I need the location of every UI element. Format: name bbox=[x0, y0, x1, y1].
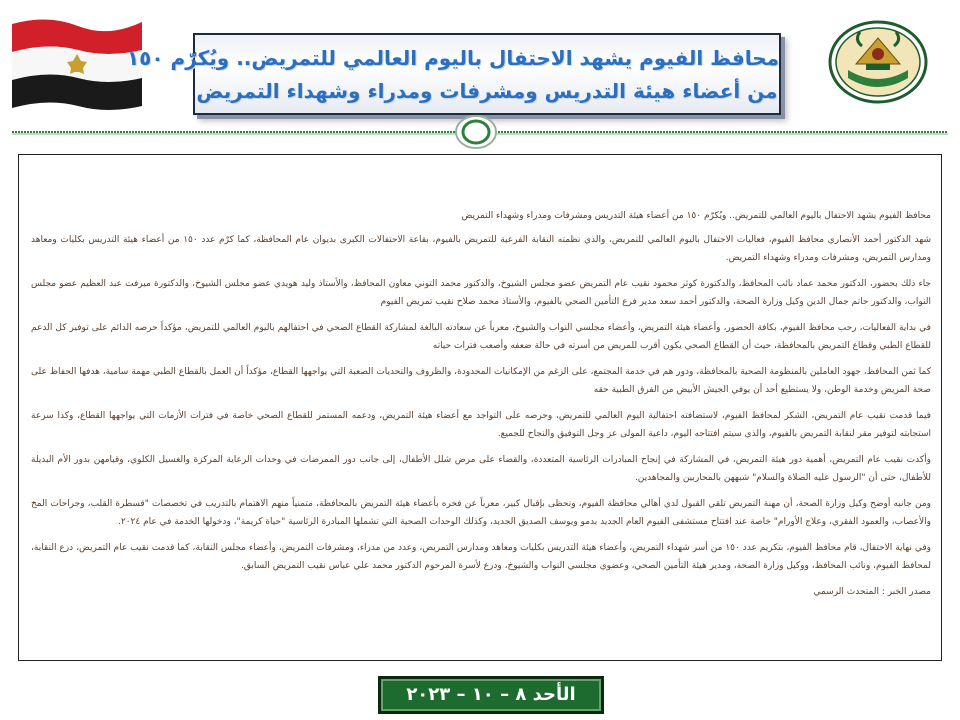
article-paragraph: فيما قدمت نقيب عام التمريض، الشكر لمحافظ الفيوم، لاستضافته احتفالية اليوم العالمي للتمريض، وحرصه على التواجد مع أعضاء هيئة التمريض، ودعمه المستمر للقطاع الصحي خاصة في فترات الأزمات التي يواجهها القطاع، وكذا سرعة استجابته لتوفير مقر لنقابة التمريض بالفيوم، والذي سيتم افتتاحه اليوم، داعية المولى عز وجل التوفيق والنجاح للجميع. bbox=[31, 411, 931, 439]
egypt-flag-icon bbox=[8, 14, 146, 112]
article-paragraph: وفي نهاية الاحتفال، قام محافظ الفيوم، بتكريم عدد ١٥٠ من أسر شهداء التمريض، وأعضاء هيئة التدريس بكليات ومعاهد ومدارس التمريض، وعدد من مدراء، ومشرفات التمريض، وأعضاء مجلس النقابة، كما قدمت نقيب عام التمريض، درع النقابة، لمحافظ الفيوم، ونائب المحافظ، ووكيل وزارة الصحة، ومدير هيئة التأمين الصحي، وعضوي مجلسي النواب والشيوخ، ودرع لأسرة المرحوم الدكتور محمد علي عباس نقيب التمريض السابق. bbox=[31, 543, 931, 571]
date-badge: الأحد ٨ – ١٠ – ٢٠٢٣ bbox=[378, 676, 604, 714]
article-paragraph: جاء ذلك بحضور، الدكتور محمد عماد نائب المحافظ، والدكتورة كوثر محمود نقيب عام التمريض عضو مجلس الشيوخ، والدكتور محمد التوني معاون المحافظ، والأستاذ وليد هويدي عضو مجلس الشيوخ، والدكتورة ميرفت عبد العظيم عضو مجلس النواب، والدكتور حاتم جمال الدين وكيل وزارة الصحة، والدكتور أحمد سعد مدير فرع التأمين الصحي بالفيوم، والأستاذ محمد صلاح نقيب تمريض الفيوم bbox=[31, 279, 931, 307]
article-paragraph: شهد الدكتور أحمد الأنصاري محافظ الفيوم، فعاليات الاحتفال باليوم العالمي للتمريض، والذي نظمته النقابة الفرعية للتمريض بالفيوم، بقاعة الاحتفالات الكبرى بديوان عام المحافظة، كما كرّم عدد ١٥٠ من أعضاء هيئة التدريس بكليات ومعاهد ومدارس التمريض، ومشرفات ومدراء وشهداء التمريض. bbox=[31, 235, 931, 263]
headline-line-1: محافظ الفيوم يشهد الاحتفال باليوم العالمي للتمريض.. ويُكرّم ١٥٠ bbox=[126, 46, 779, 70]
fayoum-governorate-logo-icon bbox=[826, 18, 930, 106]
headline-line-2: من أعضاء هيئة التدريس ومشرفات ومدراء وشهداء التمريض bbox=[196, 79, 778, 103]
article-content bbox=[31, 207, 931, 609]
article-box bbox=[18, 154, 942, 661]
article-paragraph: في بداية الفعاليات، رحب محافظ الفيوم، بكافة الحضور، وأعضاء هيئة التمريض، وأعضاء مجلسي النواب والشيوخ، معرباً عن سعادته البالغة لمشاركة القطاع الصحي في احتفالهم باليوم العالمي للتمريض، مؤكداً حرصه الدائم على توفير كل الدعم للقطاع الطبي وقطاع التمريض بالمحافظة، حيث أن القطاع الصحي يكون أقرب للمريض من أسرته في حالة ضعفه وأصعب فترات حياته bbox=[31, 323, 931, 351]
article-paragraph: كما ثمن المحافظ، جهود العاملين بالمنظومة الصحية بالمحافظة، ودور هم في خدمة المجتمع، على الرغم من الإمكانيات المحدودة، والظروف والتحديات الصعبة التي يواجهها القطاع، مؤكداً أن العمل بالقطاع الطبي مهمة سامية، هدفها الحفاظ على صحة المريض وخدمة الوطن، ولا يستطيع أحد أن يوفي الجيش الأبيض من الفرق الطبية حقه bbox=[31, 367, 931, 395]
article-paragraph: وأكدت نقيب عام التمريض، أهمية دور هيئة التمريض، في المشاركة في إنجاح المبادرات الرئاسية المتعددة، والقضاء على مرض شلل الأطفال، إلى جانب دور الممرضات في وحدات الرعاية المركزة والغسيل الكلوي، وقيامهن بدور الأم البديلة للأطفال، حتى أن "الرسول عليه الصلاة والسلام" شبههن بالمحاربين والمجاهدين. bbox=[31, 455, 931, 483]
divider-ornament-icon bbox=[453, 113, 499, 151]
article-paragraph: محافظ الفيوم يشهد الاحتفال باليوم العالمي للتمريض.. ويُكرّم ١٥٠ من أعضاء هيئة التدريس ومشرفات ومدراء وشهداء التمريض bbox=[461, 211, 931, 221]
article-paragraph: ومن جانبه أوضح وكيل وزارة الصحة، أن مهنة التمريض تلقي القبول لدي أهالي محافظة الفيوم، وتحظى بإقبال كبير، معرباً عن فخره بأعضاء هيئة التمريض بالمحافظة، متمنياً منهم الاهتمام بالتدريب في تخصصات "قسطرة القلب، وجراحات المخ والأعصاب، والعمود الفقري، وعلاج الأورام" خاصة عند افتتاح مستشفى الفيوم العام الجديد بدمو ويوسف الصديق الجديد، وكذلك الوحدات الصحية التي تشملها المبادرة الرئاسية "حياة كريمة"، ودخولها الخدمة في عام ٢٠٢٤. bbox=[31, 499, 931, 527]
headline-box bbox=[126, 33, 781, 115]
news-source: مصدر الخبر : المتحدث الرسمي bbox=[813, 587, 931, 597]
